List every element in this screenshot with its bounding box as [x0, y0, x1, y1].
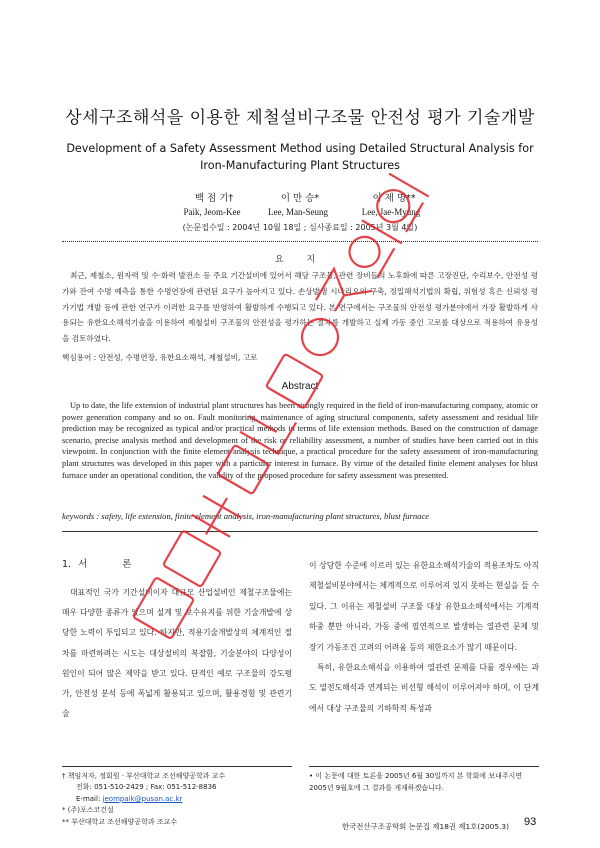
section-title: 서 론	[78, 559, 148, 570]
abstract-english: Up to date, the life extension of industrial plant structures has been strongly required in the field of iron-manufacturing company, atomic or power generation company and so on. Fault monitoring, maintenance of aging structural components, safety assessment and residual life prediction may be recognized as typical and/or practical methods in terms of life extension methods. Based on the construction of damage scenario, precise analysis method and development of the risk or reliability assessment, a number of studies have been carried out in this viewpoint. In conjunction with the finite element analysis technique, a practical procedure for the safety assessment of iron-manufacturing plant structures was developed in this paper with a particular interest in furnace. By virtue of the detailed finite element analyses for blust furnace under an operational condition, the validity of the proposed procedure for safety assessment was presented.	[62, 401, 538, 480]
author-name-1: 백 점 기†	[194, 193, 234, 204]
footnote-corresponding: † 책임저자, 정회원 · 부산대학교 조선해양공학과 교수	[62, 772, 226, 780]
footnote-affiliation-2: ** 부산대학교 조선해양공학과 조교수	[62, 817, 178, 826]
email-link[interactable]: jeompaik@pusan.ac.kr	[102, 794, 183, 803]
footnote-affiliation-1: * (주)포스코건설	[62, 806, 114, 815]
body-paragraph: 특히, 유한요소해석을 이용하여 열관련 문제를 다룰 경우에는 과도 열전도해석과 연계되는 비선형 해석이 이루어져야 하며, 이 단계에서 대상 구조물의 기하학적 특성과	[309, 663, 539, 713]
paper-title-korean: 상세구조해석을 이용한 제철설비구조물 안전성 평가 기술개발	[65, 108, 535, 128]
abstract-english-heading: Abstract	[281, 381, 319, 392]
section-number: 1.	[62, 559, 72, 570]
body-paragraph: 이 상당한 수준에 이르러 있는 유한요소해석기술의 적용조차도 아직 제철설비분야에서는 체계적으로 이루어져 있지 못하는 현실을 들 수 있다. 그 이유는 제철설비 구조물 대상 유한요소해석에서는 기계적 하중 뿐만 아니라, 가동 중에 필연적으로 발생하는 열관련 문제 및 장기 가동조건 고려의 어려움 등의 제한요소가 많기 때문이다.	[309, 561, 539, 652]
abstract-korean-heading: 요 지	[274, 255, 326, 265]
footnotes-authors	[62, 771, 297, 828]
keywords-korean: 핵심용어 : 안전성, 수명연장, 유한요소해석, 제철설비, 고로	[62, 353, 258, 362]
author-name-2: 이 만 승*	[280, 193, 320, 204]
section-heading	[62, 556, 147, 570]
keywords-english: keywords : safety, life extension, finite element analysis, iron-manufacturing plant structures, blust furnace	[62, 511, 430, 521]
abstract-korean: 최근, 제철소, 원자력 및 수·화력 발전소 등 주요 기간설비에 있어서 해당 구조물, 관련 장비들의 노후화에 따른 고장진단, 수리보수, 안전성 평가와 잔여 수명 예측을 통한 수명연장에 관련된 요구가 높아지고 있다. 손상발생 시나리오의 구축, 정밀해석기법의 확립, 위험성 혹은 신뢰성 평가기법 개발 등에 관한 연구가 이러한 요구를 반영하여 활발하게 수행되고 있다. 본 연구에서는 구조물의 안전성 평가분야에서 가장 활발하게 사용되는 유한요소해석기술을 이용하여 제철설비 구조물의 안전성을 평가하는 절차를 개발하고 실제 가동 중인 고로를 대상으로 적용하여 유용성을 검토하였다.	[62, 271, 538, 344]
body-column-right	[309, 556, 539, 719]
footnote-discussion: • 이 논문에 대한 토론을 2005년 6월 30일까지 본 학회에 보내주시면 2005년 9월호에 그 결과를 게재하겠습니다.	[309, 772, 523, 792]
paper-title-english: Development of a Safety Assessment Method using Detailed Structural Analysis for Iron-Manufacturing Plant Structures	[66, 142, 534, 172]
submission-dates: (논문접수일 : 2004년 10월 18일 ; 심사종료일 : 2005년 3월 4일)	[182, 223, 418, 232]
author-roman-1: Paik, Jeom-Kee	[183, 207, 241, 217]
journal-footer: 한국전산구조공학회 논문집 제18권 제1호(2005.3)	[342, 822, 510, 831]
divider-bottom	[62, 531, 538, 532]
footnote-phone: 전화: 051-510-2429 ; Fax: 051-512-8836	[76, 783, 217, 792]
author-roman-3: Lee, Jae-Myung	[361, 207, 421, 217]
page-number: 93	[524, 816, 537, 828]
author-name-3: 이 제 명**	[372, 193, 416, 204]
author-roman-2: Lee, Man-Seung	[268, 207, 328, 217]
footnote-rule-right	[309, 766, 539, 767]
divider-top	[62, 241, 538, 242]
footnote-rule-left	[62, 766, 292, 767]
email-label: E-mail:	[76, 794, 101, 803]
body-column-left	[62, 583, 292, 724]
footnote-email-line	[62, 794, 297, 805]
body-paragraph: 대표적인 국가 기간설비이자 대규모 산업설비인 제철구조물에는 매우 다양한 종류가 있으며 설계 및 보수유지를 위한 기술개발에 상당한 노력이 투입되고 있다. 하지만, 적용기술개발상의 체계적인 절차를 마련하려는 시도는 대상설비의 복잡함, 기술분야의 다양성이 원인이 되어 많은 제약을 받고 있다. 단적인 예로 구조물의 강도평가, 안전성 분석 등에 폭넓게 활용되고 있으며, 활용경험 및 관련기술	[62, 588, 292, 719]
